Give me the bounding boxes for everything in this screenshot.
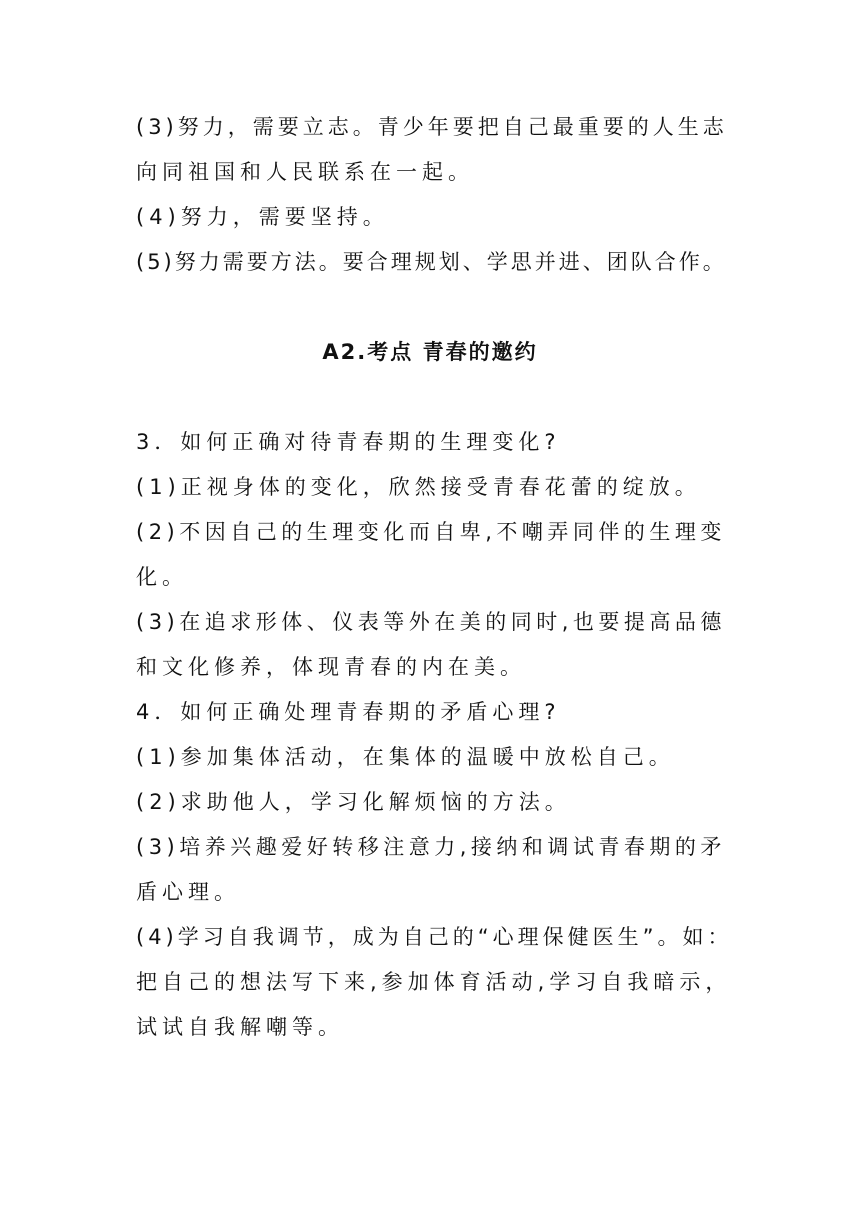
text-line: (3)努力，需要立志。青少年要把自己最重要的人生志 bbox=[136, 115, 728, 139]
text-line: (4)学习自我调节，成为自己的“心理保健医生”。如： bbox=[136, 925, 733, 949]
text-line: (1)正视身体的变化，欣然接受青春花蕾的绽放。 bbox=[136, 475, 701, 499]
text-line: (1)参加集体活动，在集体的温暖中放松自己。 bbox=[136, 745, 675, 769]
section-title: A2.考点 青春的邀约 bbox=[322, 340, 538, 364]
text-line: (2)不因自己的生理变化而自卑,不嘲弄同伴的生理变 bbox=[136, 520, 726, 544]
question-line: 4．如何正确处理青春期的矛盾心理? bbox=[136, 700, 561, 724]
text-line: (3)培养兴趣爱好转移注意力,接纳和调试青春期的矛 bbox=[136, 835, 726, 859]
text-line: (4)努力，需要坚持。 bbox=[136, 205, 389, 229]
text-line: 把自己的想法写下来,参加体育活动,学习自我暗示， bbox=[136, 970, 732, 994]
text-line: 试试自我解嘲等。 bbox=[136, 1015, 344, 1039]
text-line: 向同祖国和人民联系在一起。 bbox=[136, 160, 474, 184]
text-line: 化。 bbox=[136, 565, 188, 589]
question-line: 3．如何正确对待青春期的生理变化? bbox=[136, 430, 561, 454]
text-line: (3)在追求形体、仪表等外在美的同时,也要提高品德 bbox=[136, 610, 726, 634]
text-line: (2)求助他人，学习化解烦恼的方法。 bbox=[136, 790, 571, 814]
text-line: 和文化修养，体现青春的内在美。 bbox=[136, 655, 526, 679]
text-line: (5)努力需要方法。要合理规划、学思并进、团队合作。 bbox=[136, 250, 727, 274]
text-line: 盾心理。 bbox=[136, 880, 240, 904]
